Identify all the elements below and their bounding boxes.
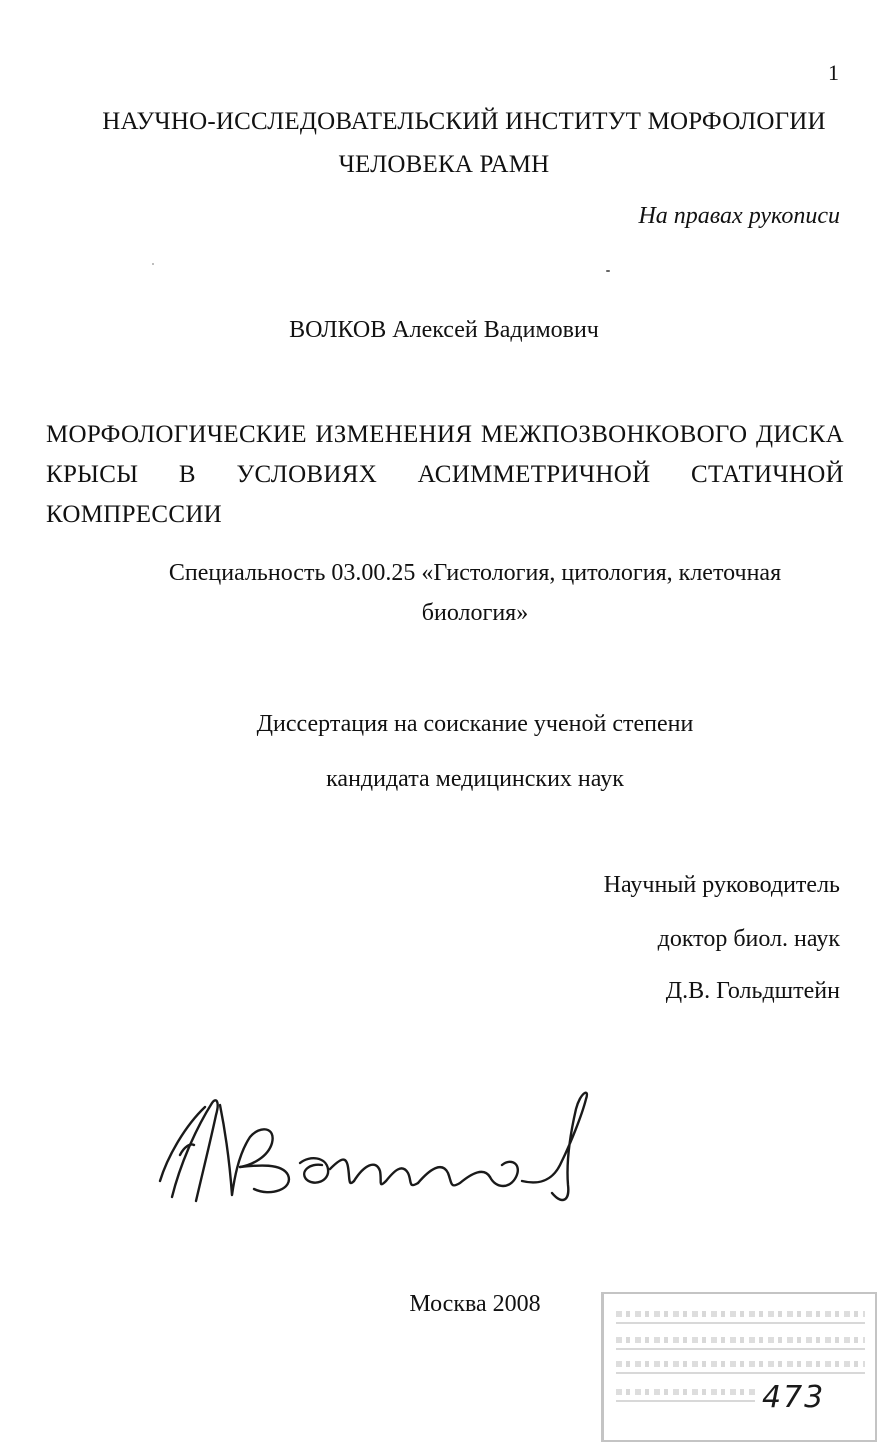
author-name: ВОЛКОВ Алексей Вадимович — [289, 317, 599, 343]
author-signature — [150, 1085, 600, 1210]
stamp-faded-line — [616, 1386, 755, 1402]
scan-speck — [152, 263, 154, 265]
page-number: 1 — [828, 60, 839, 85]
dissertation-degree-line2: кандидата медицинских наук — [326, 766, 624, 792]
stamp-faded-line — [616, 1334, 865, 1350]
stamp-faded-line — [616, 1308, 865, 1324]
dissertation-degree-line1: Диссертация на соискание ученой степени — [256, 711, 694, 737]
place-year: Москва 2008 — [409, 1291, 541, 1317]
stamp-inventory-number: 473 — [762, 1380, 826, 1415]
institute-name-line2: ЧЕЛОВЕКА РАМН — [338, 151, 550, 178]
library-stamp — [601, 1292, 877, 1442]
specialty-line1: Специальность 03.00.25 «Гистология, цитология, клеточная — [168, 560, 782, 586]
rights-note: На правах рукописи — [638, 203, 840, 229]
institute-name-line1: НАУЧНО-ИССЛЕДОВАТЕЛЬСКИЙ ИНСТИТУТ МОРФОЛОГИИ — [102, 108, 826, 135]
dissertation-title: МОРФОЛОГИЧЕСКИЕ ИЗМЕНЕНИЯ МЕЖПОЗВОНКОВОГО ДИСКА КРЫСЫ В УСЛОВИЯХ АСИММЕТРИЧНОЙ СТАТИЧНОЙ КОМПРЕССИИ — [46, 421, 844, 528]
stamp-faded-line — [616, 1358, 865, 1374]
supervisor-role: Научный руководитель — [603, 872, 840, 898]
specialty-line2: биология» — [421, 600, 529, 626]
supervisor-degree: доктор биол. наук — [657, 926, 840, 952]
supervisor-name: Д.В. Гольдштейн — [665, 978, 840, 1004]
scan-speck — [606, 270, 610, 272]
